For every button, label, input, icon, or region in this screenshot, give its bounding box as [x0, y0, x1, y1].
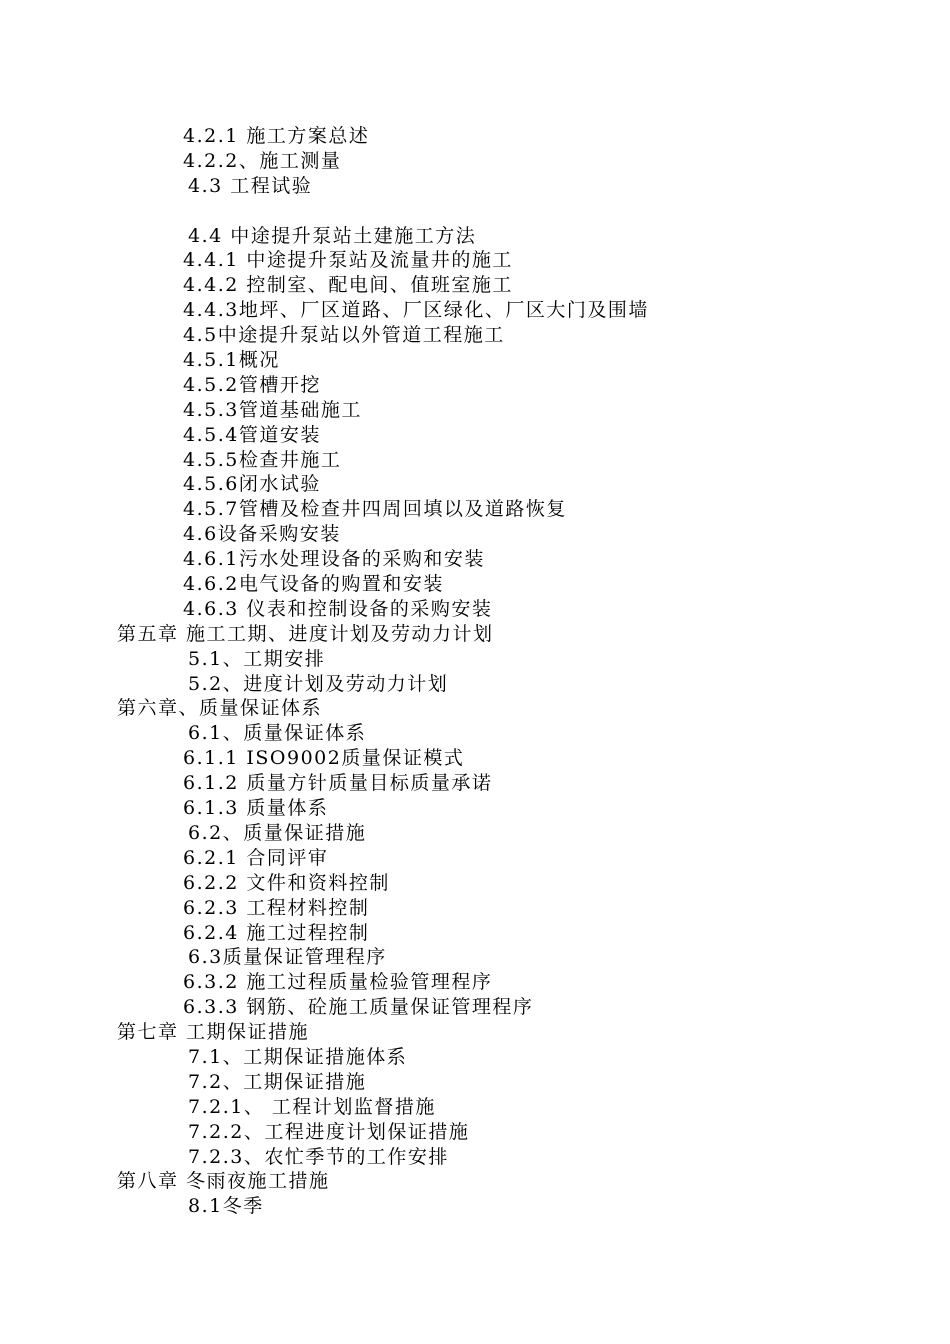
toc-entry: 6.3.3 钢筋、砼施工质量保证管理程序 — [183, 996, 534, 1019]
chapter-heading: 第五章 施工工期、进度计划及劳动力计划 — [117, 622, 494, 645]
toc-entry: 7.2、工期保证措施 — [188, 1070, 367, 1093]
toc-entry: 6.1.3 质量体系 — [183, 797, 329, 820]
toc-entry: 4.2.2、施工测量 — [183, 149, 342, 172]
toc-entry: 6.3质量保证管理程序 — [188, 946, 387, 969]
table-of-contents — [0, 124, 950, 1219]
toc-entry: 4.5.6闭水试验 — [183, 473, 321, 496]
toc-entry: 4.4.1 中途提升泵站及流量井的施工 — [183, 249, 513, 272]
chapter-heading: 第七章 工期保证措施 — [117, 1021, 310, 1044]
toc-entry: 6.1、质量保证体系 — [188, 722, 367, 745]
toc-entry: 6.1.2 质量方针质量目标质量承诺 — [183, 772, 493, 795]
toc-entry: 7.2.3、农忙季节的工作安排 — [188, 1145, 449, 1168]
blank-line — [0, 199, 950, 224]
toc-entry: 4.5.7管槽及检查井四周回填以及道路恢复 — [183, 498, 567, 521]
chapter-heading: 第八章 冬雨夜施工措施 — [117, 1170, 330, 1193]
toc-entry: 7.2.2、工程进度计划保证措施 — [188, 1120, 470, 1143]
toc-entry: 6.2.1 合同评审 — [183, 846, 329, 869]
toc-entry: 4.4 中途提升泵站土建施工方法 — [188, 224, 477, 247]
chapter-heading: 第六章、质量保证体系 — [117, 697, 323, 720]
toc-entry: 6.2.4 施工过程控制 — [183, 921, 370, 944]
toc-entry: 4.3 工程试验 — [188, 174, 313, 197]
toc-entry: 5.1、工期安排 — [188, 647, 326, 670]
toc-entry: 4.5中途提升泵站以外管道工程施工 — [183, 324, 505, 347]
toc-entry: 4.5.2管槽开挖 — [183, 373, 321, 396]
toc-entry: 4.6.3 仪表和控制设备的采购安装 — [183, 597, 493, 620]
toc-entry: 4.4.2 控制室、配电间、值班室施工 — [183, 274, 513, 297]
toc-entry: 4.6设备采购安装 — [183, 523, 341, 546]
toc-entry: 6.2、质量保证措施 — [188, 821, 367, 844]
toc-entry: 6.2.3 工程材料控制 — [183, 896, 370, 919]
toc-entry: 6.1.1 ISO9002质量保证模式 — [183, 747, 465, 770]
toc-entry: 7.1、工期保证措施体系 — [188, 1045, 408, 1068]
toc-entry: 6.2.2 文件和资料控制 — [183, 871, 390, 894]
toc-entry: 8.1冬季 — [188, 1195, 264, 1218]
toc-entry: 6.3.2 施工过程质量检验管理程序 — [183, 971, 493, 994]
toc-entry: 4.2.1 施工方案总述 — [183, 125, 370, 147]
toc-entry: 4.5.1概况 — [183, 349, 280, 372]
toc-entry: 4.6.2电气设备的购置和安装 — [183, 573, 444, 596]
toc-entry: 7.2.1、 工程计划监督措施 — [188, 1095, 436, 1118]
toc-entry: 4.5.5检查井施工 — [183, 448, 342, 471]
toc-entry: 4.6.1污水处理设备的采购和安装 — [183, 548, 485, 571]
toc-entry: 5.2、进度计划及劳动力计划 — [188, 672, 449, 695]
toc-entry: 4.5.3管道基础施工 — [183, 398, 362, 421]
toc-entry: 4.5.4管道安装 — [183, 423, 321, 446]
toc-entry: 4.4.3地坪、厂区道路、厂区绿化、厂区大门及围墙 — [183, 299, 649, 322]
